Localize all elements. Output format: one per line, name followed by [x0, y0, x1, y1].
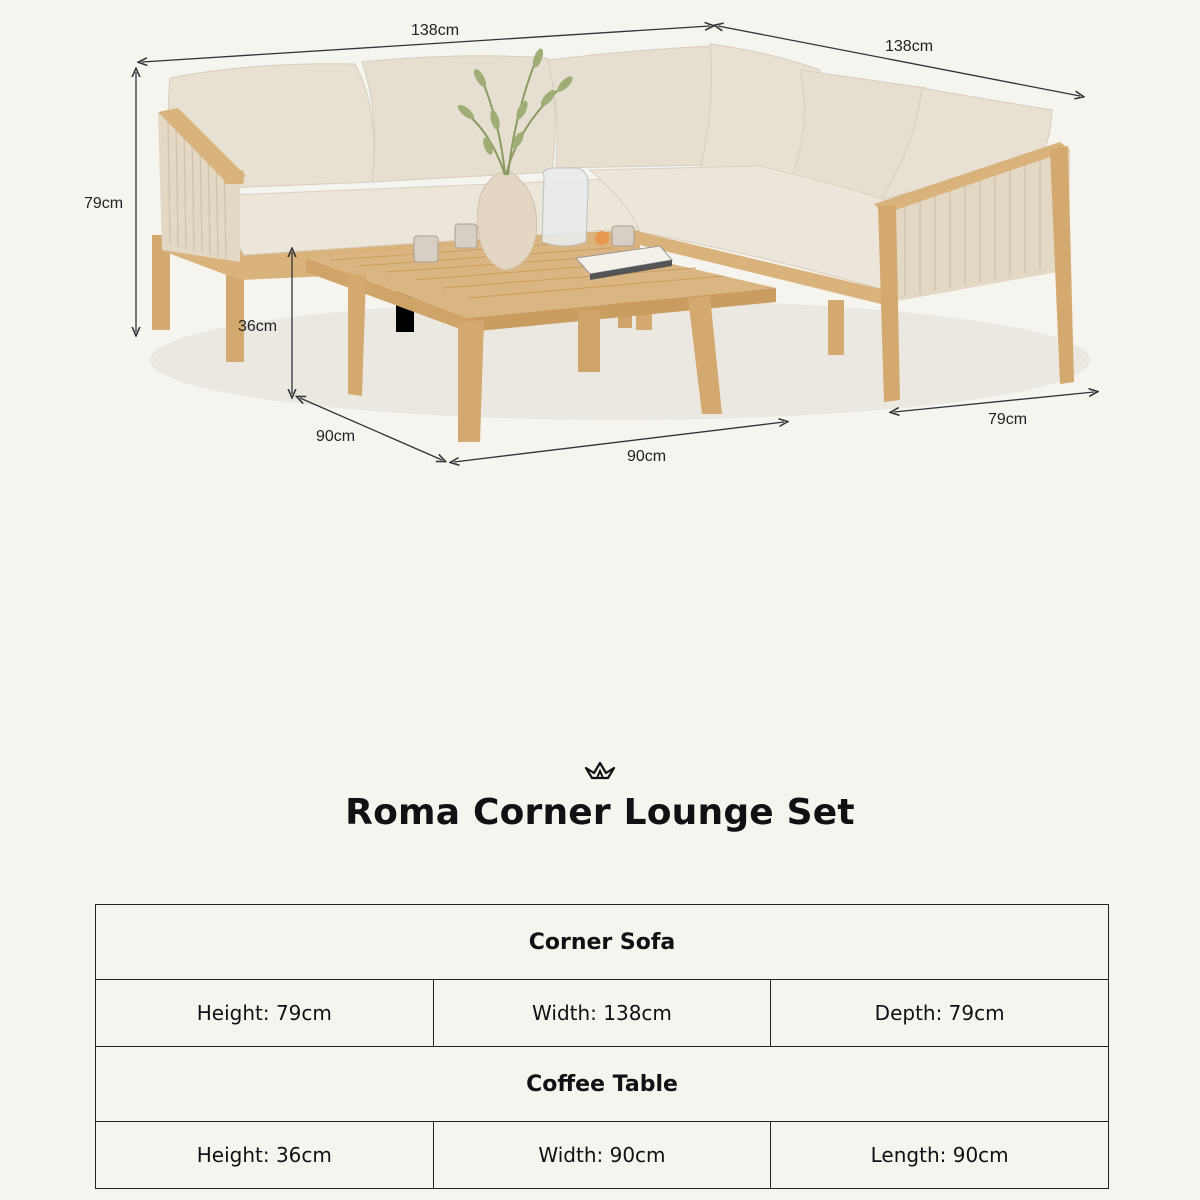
spec-table: [95, 904, 1109, 1189]
table-cell: Width: 138cm: [433, 980, 771, 1047]
table-cell: Height: 79cm: [96, 980, 434, 1047]
dim-sofa-height: 79cm: [84, 195, 124, 212]
dim-sofa-depth: 79cm: [988, 411, 1028, 428]
crown-lotus-icon: [584, 760, 616, 784]
table-cell: Depth: 79cm: [771, 980, 1109, 1047]
table-cell: Width: 90cm: [433, 1122, 771, 1189]
dim-table-width: 90cm: [627, 448, 667, 465]
section-heading-sofa: Corner Sofa: [96, 905, 1109, 980]
dim-table-height: 36cm: [238, 318, 278, 335]
table-row: [96, 1047, 1109, 1122]
table-cell: Height: 36cm: [96, 1122, 434, 1189]
dim-table-depth: 90cm: [316, 428, 356, 445]
section-heading-table: Coffee Table: [96, 1047, 1109, 1122]
table-row: [96, 905, 1109, 980]
table-cell: Length: 90cm: [771, 1122, 1109, 1189]
dim-sofa-width-right: 138cm: [885, 38, 934, 55]
table-row: [96, 1122, 1109, 1189]
table-row: [96, 980, 1109, 1047]
page-title: Roma Corner Lounge Set: [345, 792, 855, 833]
dim-sofa-width-left: 138cm: [411, 22, 460, 39]
